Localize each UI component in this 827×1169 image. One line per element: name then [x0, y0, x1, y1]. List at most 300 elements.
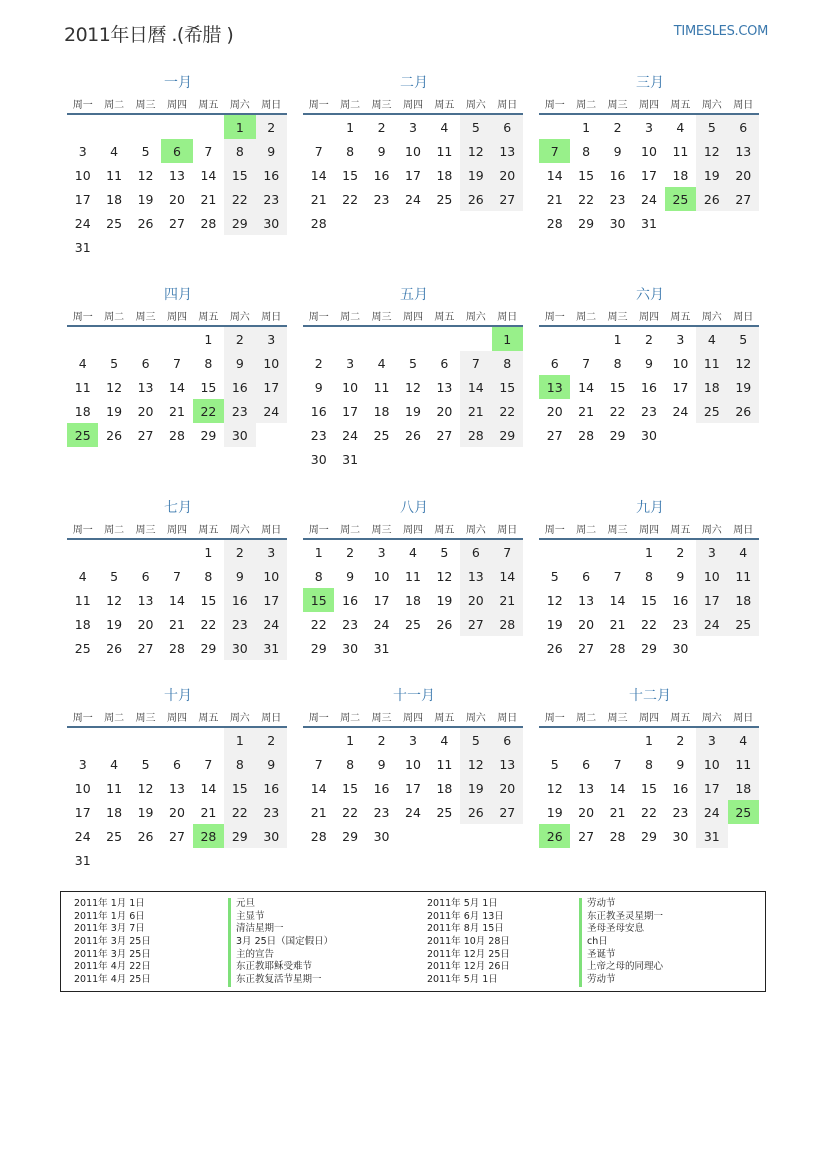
holiday-names-right: [579, 898, 663, 987]
day-cell: 3: [645, 119, 653, 135]
weekday-header: 周三: [366, 93, 397, 114]
day-cell: 8: [346, 756, 355, 772]
month-calendar: [539, 498, 761, 660]
day-cell: 20: [578, 616, 595, 632]
day-cell: 20: [492, 163, 523, 187]
day-cell: 30: [256, 211, 287, 235]
weekday-header: 周二: [570, 93, 601, 114]
day-cell: 12: [460, 752, 491, 776]
empty-cell: [429, 447, 460, 471]
holiday-name: 3月 25日（国定假日）: [228, 936, 333, 949]
weekday-header: 周三: [602, 518, 633, 539]
holiday-name: 主显节: [228, 911, 333, 924]
empty-cell: [130, 727, 161, 752]
holiday-name: 东正教圣灵星期一: [579, 911, 663, 924]
empty-cell: [460, 211, 491, 235]
day-cell: 7: [204, 756, 213, 772]
day-cell: 25: [106, 215, 123, 231]
day-cell: 25: [106, 828, 123, 844]
day-cell: 7: [173, 568, 181, 584]
day-cell: 28: [193, 824, 224, 848]
day-cell: 10: [256, 564, 287, 588]
day-cell: 21: [169, 616, 185, 632]
day-cell: 19: [460, 163, 491, 187]
weekday-header: 周三: [130, 305, 161, 326]
empty-cell: [492, 447, 523, 471]
day-cell: 8: [204, 568, 213, 584]
weekday-header: 周四: [633, 93, 664, 114]
empty-cell: [67, 114, 98, 139]
day-cell: 13: [578, 592, 595, 608]
day-cell: 6: [141, 355, 150, 371]
weekday-header: 周六: [224, 93, 255, 114]
day-cell: 12: [106, 379, 123, 395]
weekday-header: 周日: [492, 518, 523, 539]
day-cell: 24: [696, 800, 727, 824]
day-cell: 23: [224, 612, 255, 636]
holiday-name: 上帝之母的同理心: [579, 961, 663, 974]
day-cell: 28: [578, 427, 595, 443]
empty-cell: [193, 235, 224, 259]
day-cell: 9: [224, 564, 255, 588]
day-cell: 20: [169, 191, 185, 207]
day-cell: 2: [676, 732, 685, 748]
holiday-names-left: [228, 898, 333, 987]
weekday-header: 周四: [633, 518, 664, 539]
day-cell: 11: [405, 568, 421, 584]
day-cell: 19: [137, 191, 154, 207]
weekday-header: 周五: [193, 93, 224, 114]
month-name: 十一月: [393, 688, 435, 704]
day-cell: 1: [346, 732, 355, 748]
month-calendar: [67, 498, 289, 660]
day-cell: 7: [460, 351, 491, 375]
day-cell: 14: [169, 379, 185, 395]
day-cell: 18: [106, 804, 123, 820]
day-cell: 9: [314, 379, 323, 395]
empty-cell: [130, 539, 161, 564]
day-cell: 25: [728, 800, 759, 824]
day-cell: 3: [696, 539, 727, 564]
weekday-header: 周五: [193, 706, 224, 727]
empty-cell: [460, 447, 491, 471]
empty-cell: [303, 727, 334, 752]
day-cell: 2: [256, 727, 287, 752]
day-cell: 4: [409, 544, 417, 560]
empty-cell: [460, 326, 491, 351]
weekday-header: 周三: [366, 518, 397, 539]
empty-cell: [224, 848, 255, 872]
empty-cell: [696, 211, 727, 235]
day-cell: 29: [342, 828, 359, 844]
day-cell: 5: [440, 544, 449, 560]
day-cell: 20: [436, 403, 453, 419]
day-cell: 9: [346, 568, 355, 584]
holiday-date: 2011年 3月 25日: [74, 948, 151, 960]
day-cell: 22: [342, 804, 359, 820]
holiday-date: 2011年 10月 28日: [427, 936, 510, 948]
holiday-date: 2011年 5月 1日: [427, 898, 498, 909]
day-cell: 28: [169, 427, 185, 443]
site-link[interactable]: TIMESLES.COM: [673, 24, 768, 39]
day-cell: 13: [169, 780, 185, 796]
day-cell: 11: [373, 379, 390, 395]
day-cell: 14: [310, 167, 327, 183]
day-cell: 13: [137, 592, 154, 608]
day-cell: 7: [204, 143, 213, 159]
day-cell: 18: [106, 191, 123, 207]
day-cell: 30: [641, 427, 657, 443]
day-cell: 21: [546, 191, 563, 207]
day-cell: 24: [342, 427, 359, 443]
day-cell: 14: [310, 780, 327, 796]
day-cell: 15: [641, 780, 657, 796]
empty-cell: [303, 326, 334, 351]
day-cell: 24: [256, 399, 287, 423]
month-name: 九月: [636, 500, 664, 516]
holiday-list: [60, 891, 766, 992]
holiday-date: 2011年 3月 25日: [74, 936, 151, 948]
day-cell: 17: [74, 804, 91, 820]
day-cell: 18: [728, 588, 759, 612]
weekday-header: 周二: [334, 706, 365, 727]
day-cell: 26: [436, 616, 453, 632]
day-cell: 27: [460, 612, 491, 636]
day-cell: 27: [169, 215, 185, 231]
weekday-header: 周五: [665, 706, 696, 727]
day-cell: 18: [436, 780, 453, 796]
holiday-date: 2011年 4月 25日: [74, 974, 151, 986]
weekday-header: 周五: [193, 518, 224, 539]
empty-cell: [98, 539, 129, 564]
empty-cell: [570, 326, 601, 351]
day-cell: 19: [546, 616, 563, 632]
day-cell: 9: [256, 752, 287, 776]
day-cell: 19: [546, 804, 563, 820]
weekday-header: 周四: [161, 305, 192, 326]
month-calendar: [67, 73, 289, 259]
weekday-header: 周一: [67, 706, 98, 727]
day-cell: 17: [696, 588, 727, 612]
empty-cell: [728, 211, 759, 235]
day-cell: 5: [550, 568, 559, 584]
day-cell: 19: [436, 592, 453, 608]
day-cell: 3: [78, 756, 87, 772]
day-cell: 21: [609, 804, 626, 820]
day-cell: 2: [314, 355, 323, 371]
day-cell: 21: [310, 191, 327, 207]
weekday-header: 周一: [303, 706, 334, 727]
day-cell: 29: [200, 640, 217, 656]
weekday-header: 周三: [602, 706, 633, 727]
weekday-header: 周日: [256, 706, 287, 727]
empty-cell: [161, 235, 192, 259]
day-cell: 8: [645, 568, 653, 584]
weekday-header: 周四: [633, 305, 664, 326]
day-cell: 24: [74, 828, 91, 844]
month-calendar: [67, 285, 289, 447]
day-cell: 27: [137, 640, 154, 656]
weekday-header: 周五: [193, 305, 224, 326]
holiday-name: 元旦: [228, 898, 333, 911]
day-cell: 10: [696, 564, 727, 588]
day-cell: 16: [310, 403, 327, 419]
day-cell: 24: [405, 804, 421, 820]
month-name: 七月: [164, 500, 192, 516]
day-cell: 12: [137, 780, 154, 796]
day-cell: 8: [613, 355, 622, 371]
day-cell: 8: [492, 351, 523, 375]
month-name: 十二月: [629, 688, 671, 704]
empty-cell: [397, 447, 428, 471]
day-cell: 5: [110, 355, 119, 371]
day-cell: 19: [106, 616, 123, 632]
day-cell: 29: [578, 215, 595, 231]
day-cell: 31: [641, 215, 657, 231]
day-cell: 15: [342, 167, 359, 183]
day-cell: 7: [613, 568, 622, 584]
day-cell: 11: [672, 143, 689, 159]
day-cell: 15: [609, 379, 626, 395]
day-cell: 17: [342, 403, 359, 419]
day-cell: 26: [405, 427, 421, 443]
weekday-header: 周四: [633, 706, 664, 727]
day-cell: 6: [492, 114, 523, 139]
day-cell: 2: [224, 326, 255, 351]
day-cell: 21: [169, 403, 185, 419]
empty-cell: [130, 235, 161, 259]
day-cell: 3: [409, 732, 417, 748]
day-cell: 12: [728, 351, 759, 375]
day-cell: 1: [613, 331, 622, 347]
day-cell: 12: [137, 167, 154, 183]
empty-cell: [193, 114, 224, 139]
weekday-header: 周一: [67, 93, 98, 114]
day-cell: 11: [728, 564, 759, 588]
day-cell: 4: [78, 568, 87, 584]
day-cell: 26: [546, 640, 563, 656]
month-calendar: [539, 73, 761, 235]
weekday-header: 周三: [130, 93, 161, 114]
weekday-header: 周日: [256, 305, 287, 326]
weekday-header: 周六: [460, 706, 491, 727]
day-cell: 7: [582, 355, 591, 371]
day-cell: 24: [74, 215, 91, 231]
empty-cell: [665, 423, 696, 447]
day-cell: 26: [106, 640, 123, 656]
day-cell: 13: [728, 139, 759, 163]
day-cell: 27: [436, 427, 453, 443]
month-calendar: [303, 285, 525, 471]
holiday-dates-left: [74, 898, 151, 987]
day-cell: 25: [67, 423, 98, 447]
day-cell: 14: [578, 379, 595, 395]
day-cell: 20: [546, 403, 563, 419]
empty-cell: [602, 727, 633, 752]
day-cell: 16: [224, 588, 255, 612]
weekday-header: 周日: [256, 93, 287, 114]
holiday-date: 2011年 8月 15日: [427, 923, 504, 935]
day-cell: 1: [645, 732, 653, 748]
day-cell: 5: [141, 143, 150, 159]
day-cell: 10: [405, 756, 421, 772]
day-cell: 29: [200, 427, 217, 443]
day-cell: 5: [110, 568, 119, 584]
empty-cell: [161, 539, 192, 564]
day-cell: 1: [224, 114, 255, 139]
day-cell: 11: [74, 379, 91, 395]
day-cell: 10: [74, 780, 91, 796]
weekday-header: 周五: [429, 706, 460, 727]
day-cell: 28: [200, 215, 217, 231]
day-cell: 8: [314, 568, 323, 584]
day-cell: 22: [193, 399, 224, 423]
day-cell: 13: [492, 752, 523, 776]
day-cell: 23: [256, 800, 287, 824]
month-name: 四月: [164, 287, 192, 303]
weekday-header: 周日: [492, 93, 523, 114]
day-cell: 13: [492, 139, 523, 163]
day-cell: 1: [204, 331, 213, 347]
day-cell: 30: [342, 640, 359, 656]
day-cell: 3: [256, 539, 287, 564]
empty-cell: [161, 727, 192, 752]
empty-cell: [397, 824, 428, 848]
day-cell: 10: [373, 568, 390, 584]
empty-cell: [492, 211, 523, 235]
day-cell: 8: [204, 355, 213, 371]
day-cell: 27: [492, 800, 523, 824]
holiday-date: 2011年 3月 7日: [74, 923, 145, 935]
day-cell: 12: [696, 139, 727, 163]
holiday-date: 2011年 5月 1日: [427, 974, 498, 986]
weekday-header: 周一: [67, 518, 98, 539]
day-cell: 17: [256, 588, 287, 612]
empty-cell: [570, 539, 601, 564]
month-calendar: [303, 73, 525, 235]
day-cell: 24: [405, 191, 421, 207]
day-cell: 22: [310, 616, 327, 632]
day-cell: 22: [200, 616, 217, 632]
day-cell: 4: [440, 119, 449, 135]
day-cell: 9: [676, 568, 685, 584]
empty-cell: [492, 636, 523, 660]
day-cell: 17: [405, 780, 421, 796]
day-cell: 3: [256, 326, 287, 351]
empty-cell: [67, 539, 98, 564]
day-cell: 23: [672, 616, 689, 632]
weekday-header: 周五: [665, 93, 696, 114]
day-cell: 19: [460, 776, 491, 800]
day-cell: 16: [224, 375, 255, 399]
day-cell: 9: [224, 351, 255, 375]
day-cell: 10: [696, 752, 727, 776]
empty-cell: [397, 211, 428, 235]
day-cell: 3: [676, 331, 685, 347]
day-cell: 6: [460, 539, 491, 564]
weekday-header: 周一: [303, 93, 334, 114]
day-cell: 15: [224, 163, 255, 187]
weekday-header: 周三: [366, 305, 397, 326]
weekday-header: 周二: [334, 518, 365, 539]
day-cell: 3: [409, 119, 417, 135]
empty-cell: [98, 727, 129, 752]
empty-cell: [397, 326, 428, 351]
day-cell: 31: [256, 636, 287, 660]
holiday-name: 东正教耶稣受难节: [228, 961, 333, 974]
day-cell: 11: [728, 752, 759, 776]
empty-cell: [256, 235, 287, 259]
day-cell: 8: [582, 143, 591, 159]
weekday-header: 周四: [397, 706, 428, 727]
day-cell: 9: [377, 756, 386, 772]
day-cell: 26: [460, 800, 491, 824]
weekday-header: 周日: [728, 518, 759, 539]
day-cell: 25: [373, 427, 390, 443]
day-cell: 1: [224, 727, 255, 752]
day-cell: 15: [200, 592, 217, 608]
day-cell: 27: [169, 828, 185, 844]
day-cell: 14: [200, 780, 217, 796]
day-cell: 30: [609, 215, 626, 231]
weekday-header: 周一: [539, 706, 570, 727]
holiday-name: 东正教复活节星期一: [228, 974, 333, 987]
day-cell: 23: [224, 399, 255, 423]
day-cell: 5: [409, 355, 417, 371]
day-cell: 14: [492, 564, 523, 588]
empty-cell: [397, 636, 428, 660]
weekday-header: 周五: [429, 305, 460, 326]
day-cell: 26: [539, 824, 570, 848]
weekday-header: 周二: [98, 305, 129, 326]
empty-cell: [334, 326, 365, 351]
day-cell: 28: [169, 640, 185, 656]
empty-cell: [728, 636, 759, 660]
day-cell: 8: [224, 139, 255, 163]
holiday-date: 2011年 4月 22日: [74, 961, 151, 973]
day-cell: 13: [578, 780, 595, 796]
day-cell: 15: [492, 375, 523, 399]
day-cell: 28: [609, 828, 626, 844]
empty-cell: [334, 211, 365, 235]
weekday-header: 周五: [429, 93, 460, 114]
day-cell: 10: [405, 143, 421, 159]
day-cell: 5: [141, 756, 150, 772]
empty-cell: [130, 848, 161, 872]
day-cell: 6: [492, 727, 523, 752]
day-cell: 26: [460, 187, 491, 211]
day-cell: 25: [665, 187, 696, 211]
day-cell: 10: [74, 167, 91, 183]
holiday-name: 圣诞节: [579, 949, 663, 962]
weekday-header: 周一: [539, 518, 570, 539]
day-cell: 31: [74, 852, 91, 868]
day-cell: 18: [696, 375, 727, 399]
month-name: 二月: [400, 75, 428, 91]
day-cell: 16: [672, 780, 689, 796]
day-cell: 29: [224, 211, 255, 235]
day-cell: 18: [728, 776, 759, 800]
day-cell: 26: [137, 215, 154, 231]
weekday-header: 周一: [67, 305, 98, 326]
weekday-header: 周一: [303, 305, 334, 326]
day-cell: 27: [492, 187, 523, 211]
day-cell: 27: [578, 828, 595, 844]
day-cell: 23: [373, 804, 390, 820]
weekday-header: 周二: [334, 93, 365, 114]
weekday-header: 周六: [696, 706, 727, 727]
weekday-header: 周日: [492, 706, 523, 727]
